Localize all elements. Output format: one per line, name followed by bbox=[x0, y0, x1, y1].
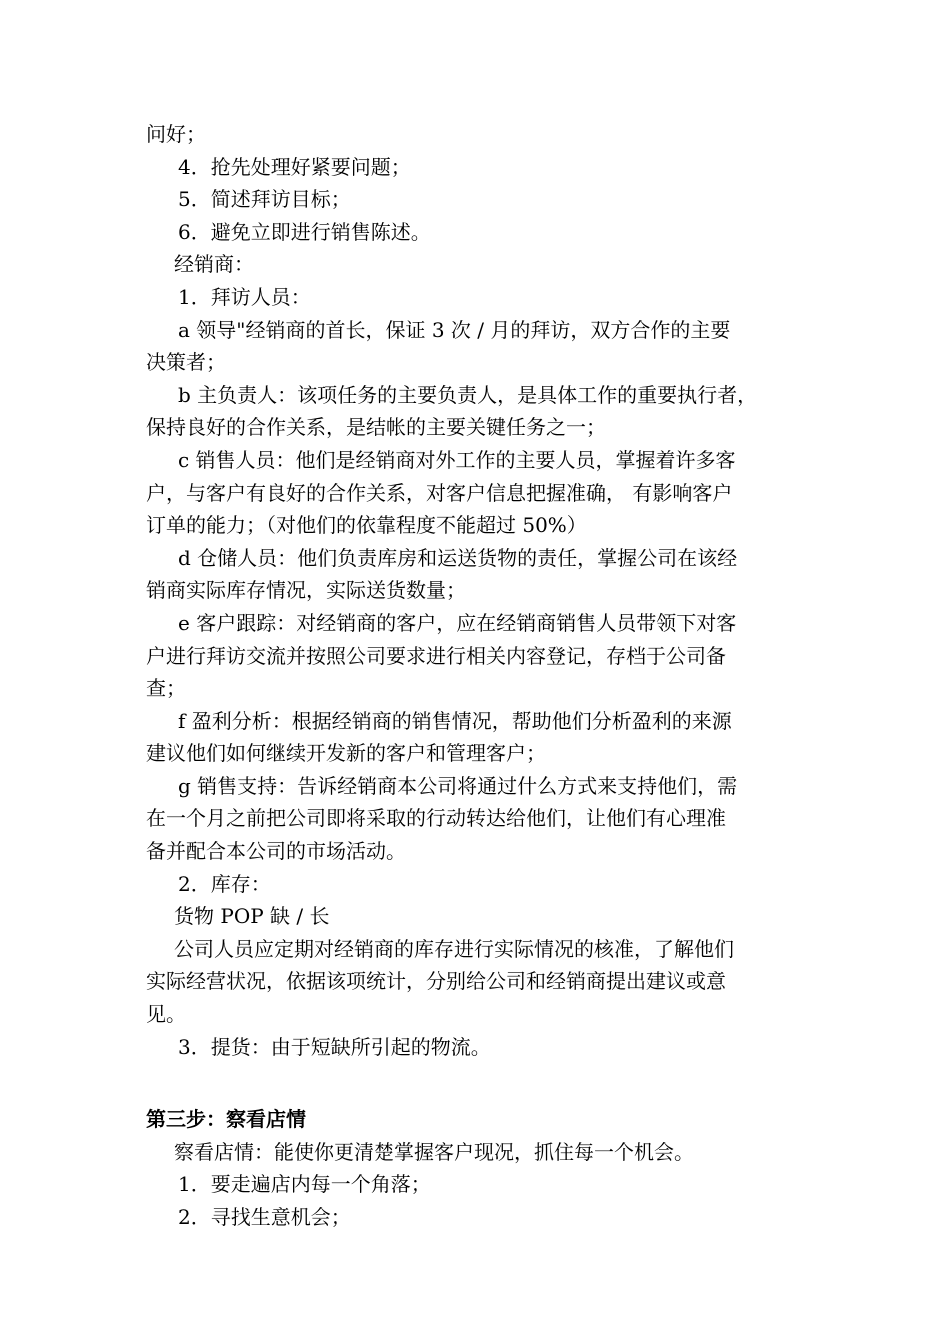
paragraph-line: b 主负责人：该项任务的主要负责人，是具体工作的重要执行者， bbox=[178, 382, 758, 407]
subheading: 经销商： bbox=[174, 252, 254, 277]
paragraph-line: 建议他们如何继续开发新的客户和管理客户； bbox=[146, 741, 546, 766]
paragraph-line: 察看店情：能使你更清楚掌握客户现况，抓住每一个机会。 bbox=[174, 1139, 694, 1164]
paragraph-line: 查； bbox=[146, 676, 186, 701]
list-item: 2．寻找生意机会； bbox=[178, 1205, 351, 1229]
list-item: 5．简述拜访目标； bbox=[178, 187, 351, 212]
document-page bbox=[146, 118, 826, 1234]
paragraph-line: 保持良好的合作关系，是结帐的主要关键任务之一； bbox=[146, 415, 606, 440]
paragraph-line: 订单的能力；（对他们的依靠程度不能超过 50%） bbox=[146, 513, 587, 538]
paragraph-line: 备并配合本公司的市场活动。 bbox=[146, 839, 406, 864]
list-item: 4．抢先处理好紧要问题； bbox=[178, 154, 411, 179]
paragraph-line: 户，与客户有良好的合作关系，对客户信息把握准确， 有影响客户 bbox=[146, 480, 733, 505]
paragraph-line: 决策者； bbox=[146, 350, 226, 375]
paragraph-line: c 销售人员：他们是经销商对外工作的主要人员，掌握着许多客 bbox=[178, 447, 736, 472]
list-item: 2．库存： bbox=[178, 871, 271, 896]
section-gap bbox=[146, 1063, 826, 1103]
paragraph-line: 在一个月之前把公司即将采取的行动转达给他们，让他们有心理准 bbox=[146, 806, 726, 831]
paragraph-line: 公司人员应定期对经销商的库存进行实际情况的核准，了解他们 bbox=[174, 936, 734, 961]
paragraph-line: e 客户跟踪：对经销商的客户，应在经销商销售人员带领下对客 bbox=[178, 610, 737, 635]
paragraph-line: 销商实际库存情况，实际送货数量； bbox=[146, 578, 466, 603]
paragraph-line: d 仓储人员：他们负责库房和运送货物的责任，掌握公司在该经 bbox=[178, 545, 738, 570]
list-item: 3．提货：由于短缺所引起的物流。 bbox=[178, 1034, 491, 1059]
paragraph-line: 实际经营状况，依据该项统计，分别给公司和经销商提出建议或意 bbox=[146, 969, 726, 994]
paragraph-line: a 领导"经销商的首长，保证 3 次 / 月的拜访，双方合作的主要 bbox=[178, 317, 731, 342]
list-item: 1．拜访人员： bbox=[178, 284, 311, 309]
paragraph-line: g 销售支持：告诉经销商本公司将通过什么方式来支持他们，需 bbox=[178, 773, 738, 798]
list-item: 6．避免立即进行销售陈述。 bbox=[178, 219, 431, 244]
text-line: 问好； bbox=[146, 122, 206, 146]
list-item: 1．要走遍店内每一个角落； bbox=[178, 1172, 431, 1197]
paragraph-line: 货物 POP 缺 / 长 bbox=[174, 904, 330, 929]
paragraph-line: 见。 bbox=[146, 1002, 186, 1027]
section-heading: 第三步：察看店情 bbox=[146, 1107, 306, 1132]
paragraph-line: f 盈利分析：根据经销商的销售情况，帮助他们分析盈利的来源 bbox=[178, 708, 732, 733]
paragraph-line: 户进行拜访交流并按照公司要求进行相关内容登记，存档于公司备 bbox=[146, 643, 726, 668]
